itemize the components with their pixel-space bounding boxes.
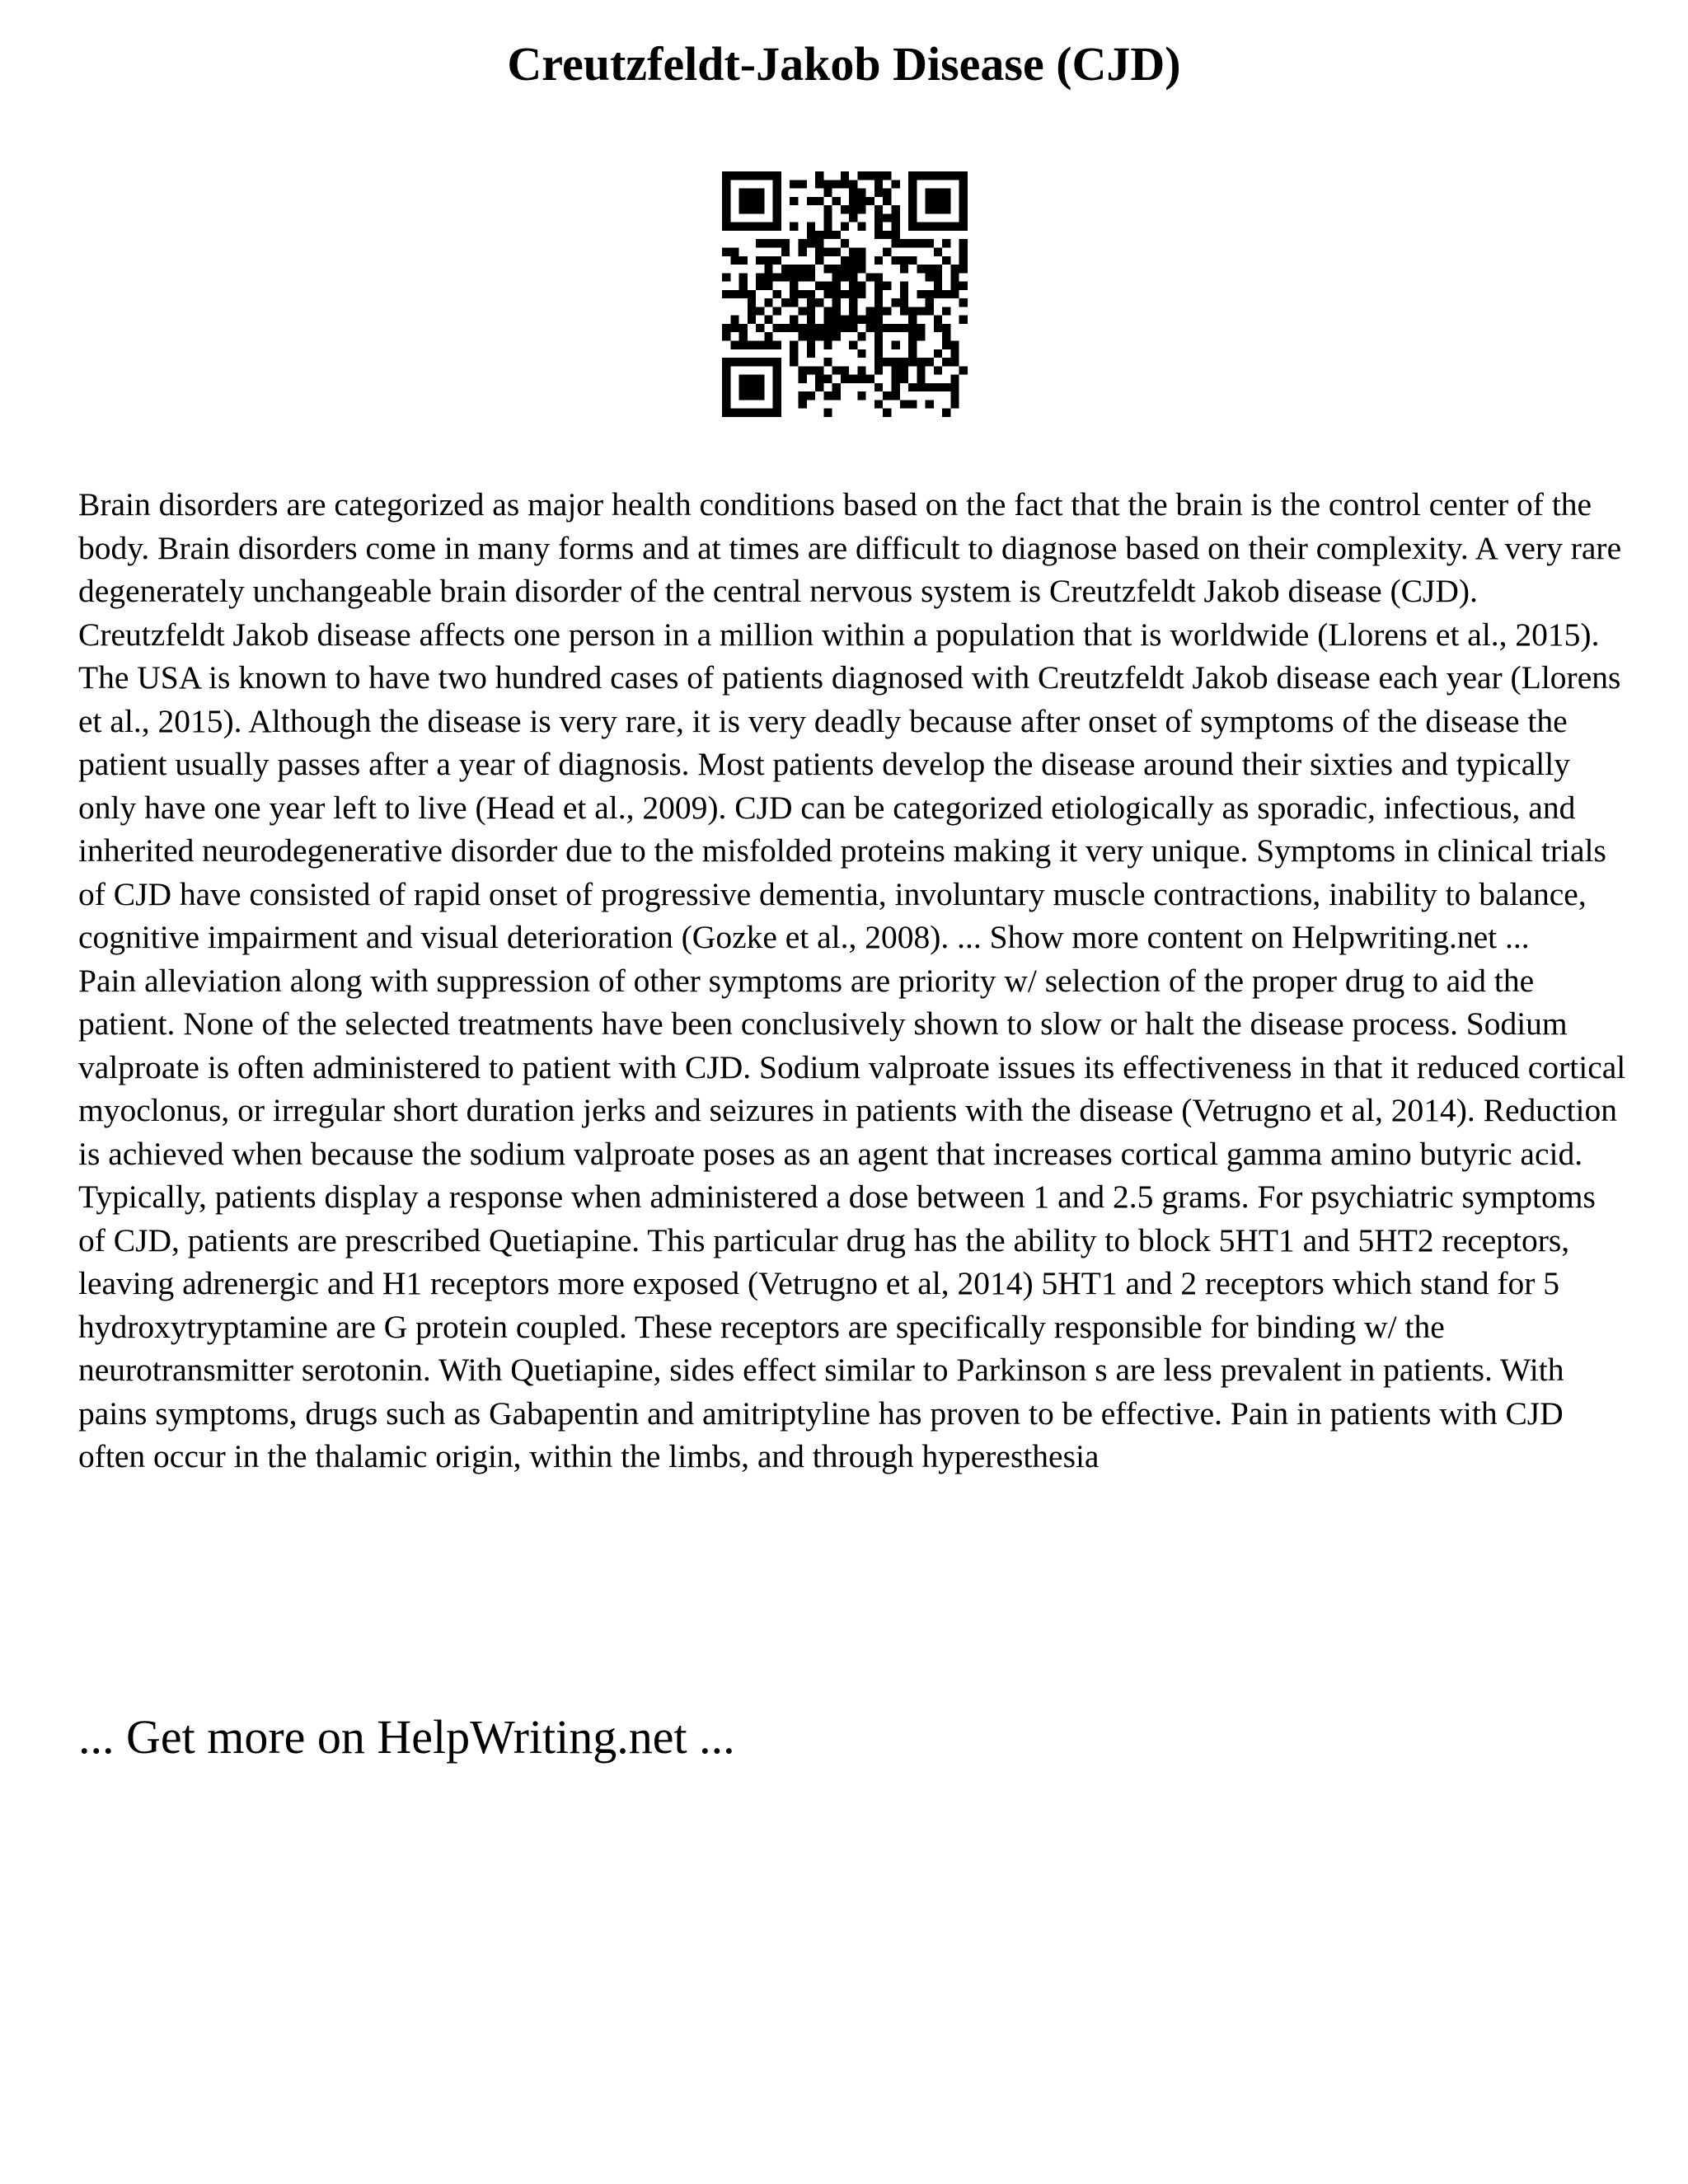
paragraph-2: Pain alleviation along with suppression of other symptoms are priority w/ selection of the proper drug to aid the patient. None of the selected treatments have been conclusively shown to slow or halt the disease process. Sodium valproate is often administered to patient with CJD. Sodium valproate issues its effectiveness in that it reduced cortical myoclonus, or irregular short duration jerks and seizures in patients with the disease (Vetrugno et al, 2014). Reduction is achieved when because the sodium valproate poses as an agent that increases cortical gamma amino butyric acid. Typically, patients display a response when administered a dose between 1 and 2.5 grams. For psychiatric symptoms of CJD, patients are prescribed Quetiapine. This particular drug has the ability to block 5HT1 and 5HT2 receptors, leaving adrenergic and H1 receptors more exposed (Vetrugno et al, 2014) 5HT1 and 2 receptors which stand for 5 hydroxytryptamine are G protein coupled. These receptors are specifically responsible for binding w/ the neurotransmitter serotonin. With Quetiapine, sides effect similar to Parkinson s are less prevalent in patients. With pains symptoms, drugs such as Gabapentin and amitriptyline has proven to be effective. Pain in patients with CJD often occur in the thalamic origin, within the limbs, and through hyperesthesia	[78, 962, 1626, 1474]
page-title: Creutzfeldt-Jakob Disease (CJD)	[507, 37, 1181, 91]
article-body	[78, 483, 1628, 1479]
paragraph-1: Brain disorders are categorized as major health conditions based on the fact that the brain is the control center of the body. Brain disorders come in many forms and at times are difficult to diagnose based on their complexity. A very rare degenerately unchangeable brain disorder of the central nervous system is Creutzfeldt Jakob disease (CJD). Creutzfeldt Jakob disease affects one person in a million within a population that is worldwide (Llorens et al., 2015). The USA is known to have two hundred cases of patients diagnosed with Creutzfeldt Jakob disease each year (Llorens et al., 2015). Although the disease is very rare, it is very deadly because after onset of symptoms of the disease the patient usually passes after a year of diagnosis. Most patients develop the disease around their sixties and typically only have one year left to live (Head et al., 2009). CJD can be categorized etiologically as sporadic, infectious, and inherited neurodegenerative disorder due to the misfolded proteins making it very unique. Symptoms in clinical trials of CJD have consisted of rapid onset of progressive dementia, involuntary muscle contractions, inability to balance, cognitive impairment and visual deterioration (Gozke et al., 2008). ... Show more content on Helpwriting.net ...	[78, 486, 1622, 955]
get-more-link[interactable]: ... Get more on HelpWriting.net ...	[78, 1710, 735, 1764]
qr-code-icon	[722, 171, 968, 417]
